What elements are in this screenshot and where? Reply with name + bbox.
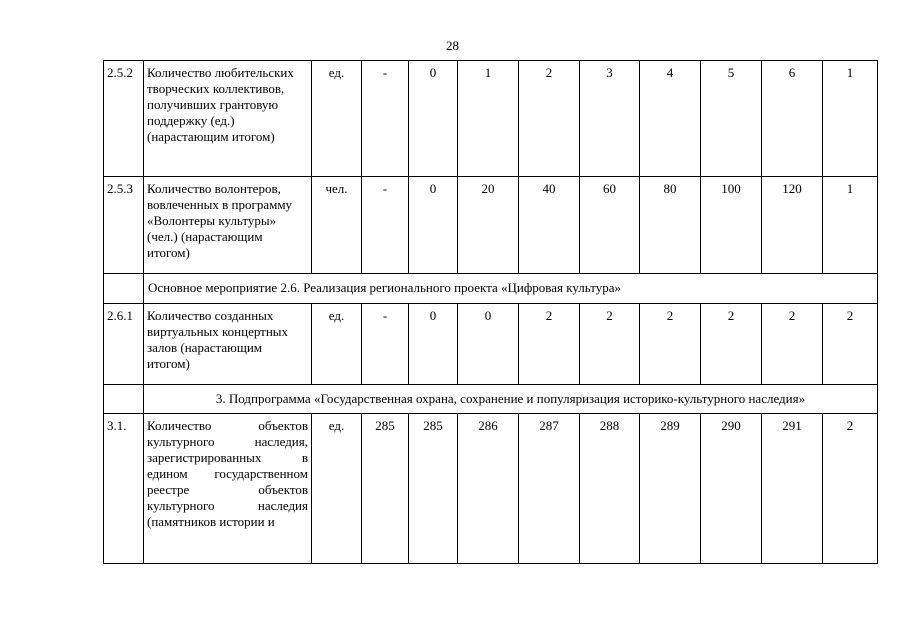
row-code: 2.5.2 xyxy=(104,61,144,177)
value-cell: 100 xyxy=(701,177,762,274)
indicators-table xyxy=(103,60,878,564)
value-cell: 1 xyxy=(458,61,519,177)
unit-cell: ед. xyxy=(312,61,362,177)
value-cell: 120 xyxy=(762,177,823,274)
unit-cell: чел. xyxy=(312,177,362,274)
value-cell: 2 xyxy=(580,304,640,385)
value-cell: 2 xyxy=(519,61,580,177)
value-cell: 2 xyxy=(823,414,878,564)
value-cell: 0 xyxy=(409,177,458,274)
empty-cell xyxy=(104,274,144,304)
value-cell: 1 xyxy=(823,177,878,274)
value-cell: 1 xyxy=(823,61,878,177)
value-cell: 2 xyxy=(519,304,580,385)
table-row xyxy=(104,61,878,177)
section-row xyxy=(104,274,878,304)
empty-cell xyxy=(104,385,144,414)
section-title: 3. Подпрограмма «Государственная охрана, сохранение и популяризация историко-культурного наследия» xyxy=(144,385,878,414)
value-cell: - xyxy=(362,304,409,385)
value-cell: 0 xyxy=(409,61,458,177)
indicator-description: Количество объектов культурного наследия, зарегистрированных в едином государственном реестре объектов культурного наследия (памятников истории и xyxy=(144,414,312,564)
indicator-description: Количество любительских творческих коллективов, получивших грантовую поддержку (ед.) (нарастающим итогом) xyxy=(144,61,312,177)
value-cell: 289 xyxy=(640,414,701,564)
indicator-description: Количество созданных виртуальных концертных залов (нарастающим итогом) xyxy=(144,304,312,385)
value-cell: 60 xyxy=(580,177,640,274)
row-code: 2.5.3 xyxy=(104,177,144,274)
indicator-description: Количество волонтеров, вовлеченных в программу «Волонтеры культуры» (чел.) (нарастающим итогом) xyxy=(144,177,312,274)
unit-cell: ед. xyxy=(312,414,362,564)
value-cell: 20 xyxy=(458,177,519,274)
value-cell: 2 xyxy=(762,304,823,385)
value-cell: - xyxy=(362,177,409,274)
value-cell: 287 xyxy=(519,414,580,564)
unit-cell: ед. xyxy=(312,304,362,385)
table-row xyxy=(104,177,878,274)
value-cell: 4 xyxy=(640,61,701,177)
section-title: Основное мероприятие 2.6. Реализация регионального проекта «Цифровая культура» xyxy=(144,274,878,304)
value-cell: 286 xyxy=(458,414,519,564)
value-cell: - xyxy=(362,61,409,177)
value-cell: 5 xyxy=(701,61,762,177)
value-cell: 3 xyxy=(580,61,640,177)
value-cell: 288 xyxy=(580,414,640,564)
value-cell: 290 xyxy=(701,414,762,564)
value-cell: 291 xyxy=(762,414,823,564)
table-row xyxy=(104,304,878,385)
value-cell: 285 xyxy=(362,414,409,564)
value-cell: 285 xyxy=(409,414,458,564)
value-cell: 2 xyxy=(640,304,701,385)
value-cell: 80 xyxy=(640,177,701,274)
value-cell: 2 xyxy=(823,304,878,385)
row-code: 3.1. xyxy=(104,414,144,564)
value-cell: 40 xyxy=(519,177,580,274)
page-number: 28 xyxy=(446,38,459,53)
value-cell: 0 xyxy=(409,304,458,385)
value-cell: 0 xyxy=(458,304,519,385)
value-cell: 6 xyxy=(762,61,823,177)
value-cell: 2 xyxy=(701,304,762,385)
table-body xyxy=(104,61,878,564)
table-row xyxy=(104,414,878,564)
section-row xyxy=(104,385,878,414)
row-code: 2.6.1 xyxy=(104,304,144,385)
